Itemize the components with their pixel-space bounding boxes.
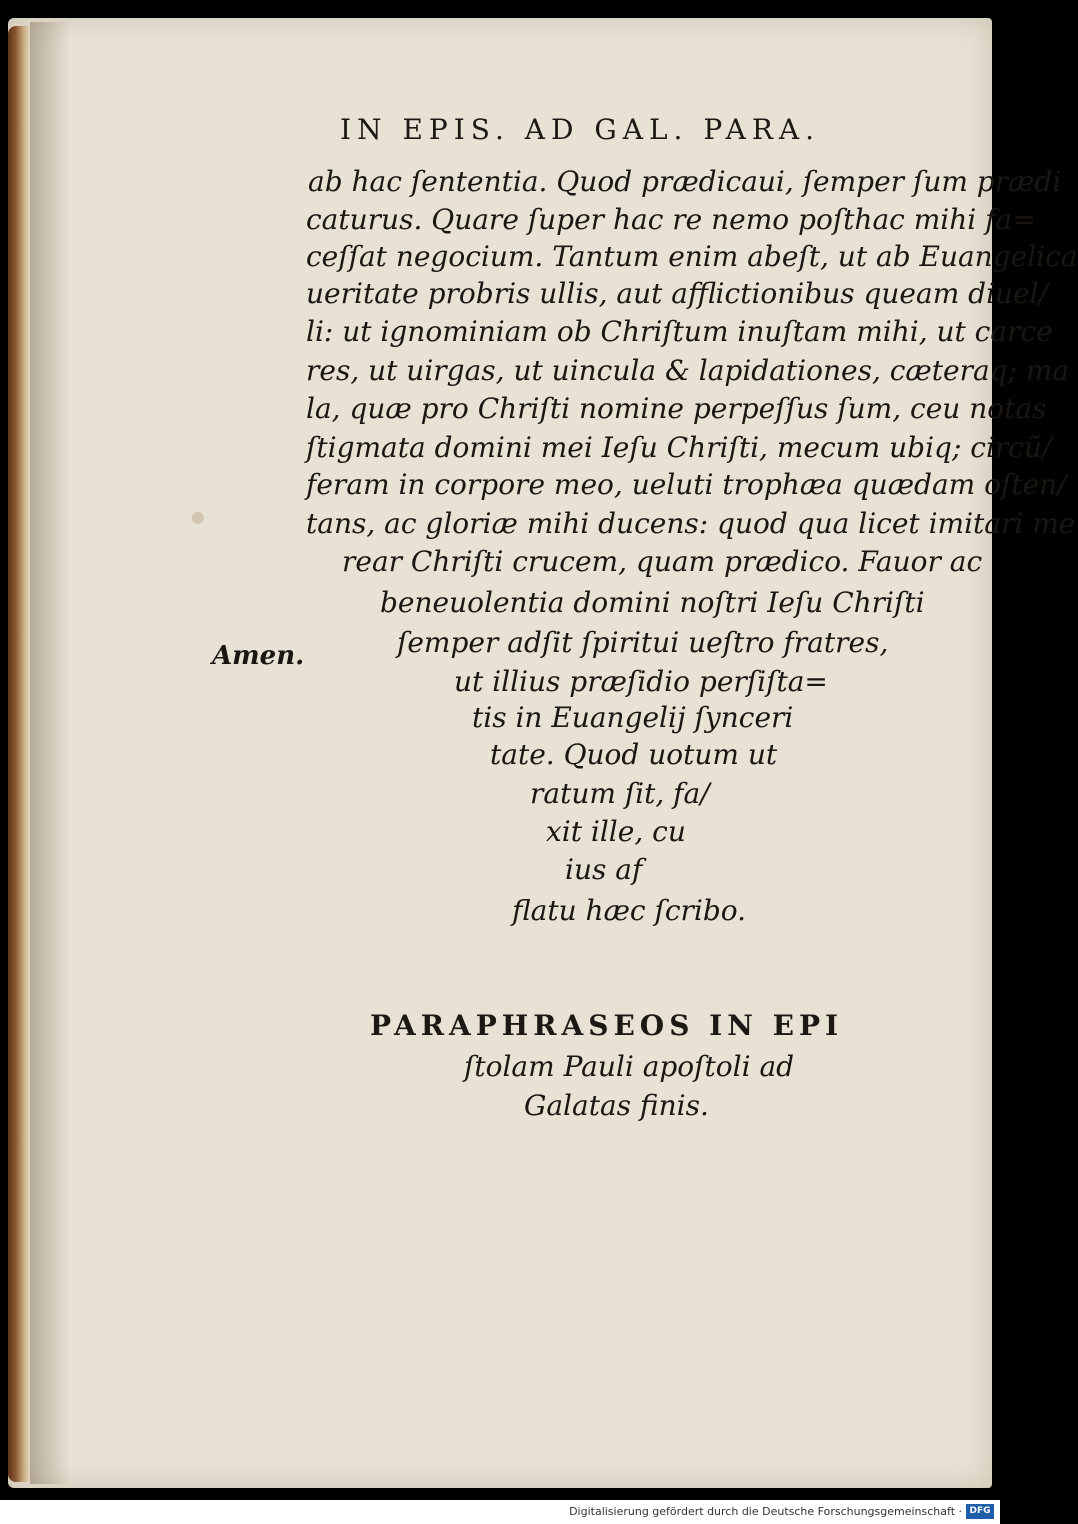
text-line: ſtigmata domini mei Ieſu Chriſti, mecum ubiq; circũ/ <box>306 431 1052 464</box>
text-line: ratum ſit, fa/ <box>530 777 710 810</box>
text-line: la, quæ pro Chriſti nomine perpeſſus ſum, ceu notas <box>306 392 1047 425</box>
text-line: res, ut uirgas, ut uincula & lapidationes, cæteraq; ma <box>306 354 1070 387</box>
text-line: ius af <box>565 853 643 886</box>
colophon-line: ſtolam Pauli apoſtoli ad <box>464 1050 795 1083</box>
text-line: ſemper adſit ſpiritui ueſtro fratres, <box>397 626 889 659</box>
text-line: caturus. Quare ſuper hac re nemo poſthac mihi fa= <box>306 203 1036 236</box>
text-line: ceſſat negocium. Tantum enim abeſt, ut ab Euangelica <box>306 240 1078 273</box>
colophon-heading: PARAPHRASEOS IN EPI <box>370 1009 844 1042</box>
text-line: ueritate probris ullis, aut afflictionibus queam diuel/ <box>306 277 1049 310</box>
text-line: beneuolentia domini noſtri Ieſu Chriſti <box>380 586 925 619</box>
gutter-shadow <box>30 22 70 1484</box>
dfg-logo: DFG <box>966 1504 994 1519</box>
text-line: rear Chriſti crucem, quam prædico. Fauor ac <box>342 545 983 578</box>
footer-bar <box>0 1500 1000 1524</box>
text-line: flatu hæc ſcribo. <box>512 894 747 927</box>
running-head: IN EPIS. AD GAL. PARA. <box>340 113 821 146</box>
text-line: xit ille, cu <box>546 815 686 848</box>
text-line: tate. Quod uotum ut <box>490 738 778 771</box>
text-line: feram in corpore meo, ueluti trophæa quædam oſten/ <box>306 468 1067 501</box>
page-edge <box>8 26 30 1482</box>
colophon-line: Galatas finis. <box>524 1089 709 1122</box>
text-line: tis in Euangelij ſynceri <box>472 701 794 734</box>
marginal-note: Amen. <box>212 641 305 671</box>
text-line: tans, ac gloriæ mihi ducens: quod qua licet imitari me <box>306 507 1076 540</box>
funding-credit: Digitalisierung gefördert durch die Deutsche Forschungsgemeinschaft · <box>569 1505 962 1518</box>
text-line: ab hac ſententia. Quod prædicaui, ſemper ſum prædi <box>308 165 1062 198</box>
ink-smudge <box>192 512 204 524</box>
text-line: li: ut ignominiam ob Chriſtum inuſtam mihi, ut carce <box>306 315 1053 348</box>
text-line: ut illius præſidio perſiſta= <box>454 665 828 698</box>
